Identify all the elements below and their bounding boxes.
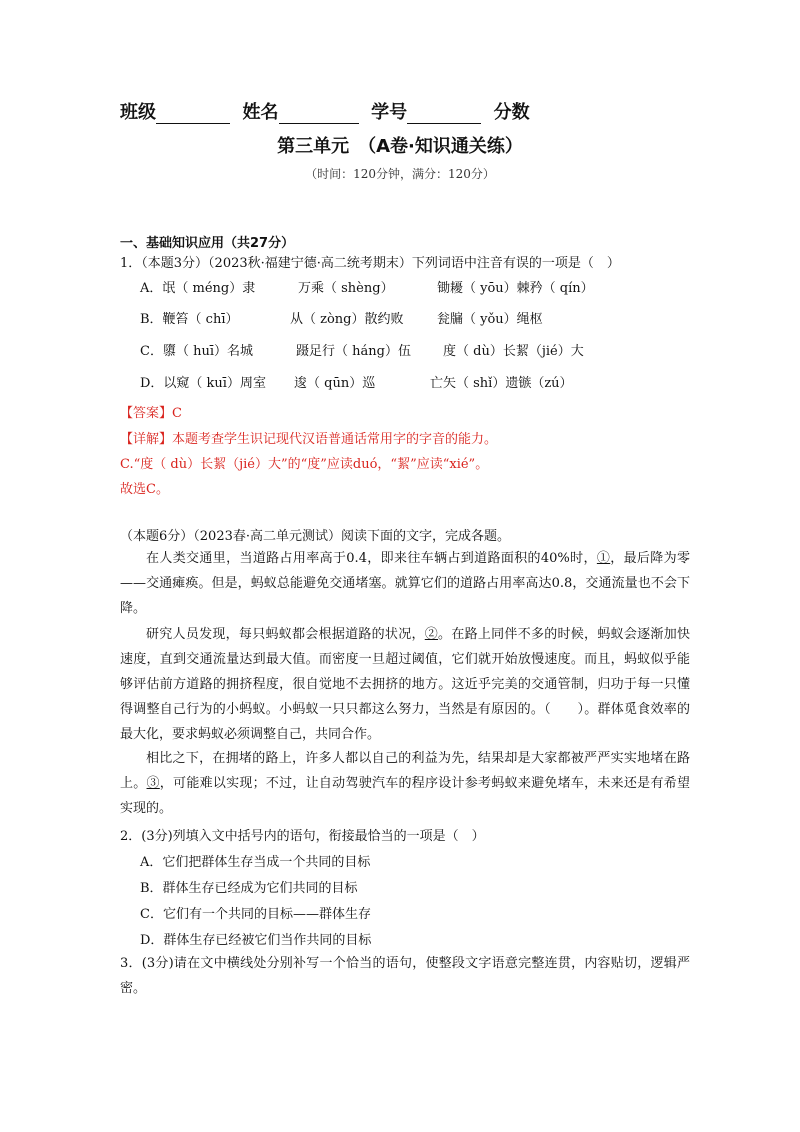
p3-text-a: 相比之下，在拥堵的路上，许多人都以自己的利益为先，结果却是大家都被严严实实地堵在路上。 — [120, 751, 690, 791]
q1-option-c1: C．隳（ huī）名城 — [140, 344, 253, 359]
id-blank[interactable] — [407, 105, 481, 124]
blank-3[interactable]: ③ — [146, 776, 160, 791]
blank-1[interactable]: ① — [596, 551, 611, 566]
name-blank[interactable] — [279, 105, 359, 124]
passage-paragraph-2 — [120, 622, 690, 747]
q1-option-b2: 从（ zòng）散约败 — [290, 312, 404, 327]
p3-text-b: ，可能难以实现；不过，让自动驾驶汽车的程序设计参考蚂蚁来避免堵车，未来还是有希望实现的。 — [120, 776, 690, 816]
q2-option-d: D．群体生存已经被它们当作共同的目标 — [140, 933, 372, 948]
passage-paragraph-3 — [120, 746, 690, 821]
q1-option-d2: 逡（ qūn）巡 — [294, 376, 376, 391]
passage-intro: （本题6分）（2023春·高二单元测试）阅读下面的文字，完成各题。 — [120, 529, 510, 544]
p1-text-a: 在人类交通里，当道路占用率高于0.4，即来往车辆占到道路面积的40%时， — [146, 551, 597, 566]
passage-paragraph-1 — [120, 546, 690, 621]
q1-option-a2: 万乘（ shèng） — [298, 281, 394, 296]
q1-option-a1: A．氓（ méng）隶 — [140, 281, 256, 296]
q2-stem: 2．(3分)列填入文中括号内的语句，衔接最恰当的一项是（ ） — [120, 829, 485, 844]
q1-option-c2: 蹑足行（ háng）伍 — [296, 344, 411, 359]
blank-2[interactable]: ② — [424, 627, 439, 642]
name-label: 姓名 — [242, 102, 279, 123]
q1-option-c3: 度（ dù）长絜（jié）大 — [443, 344, 584, 359]
p1-text-b: ，最后降为零——交通瘫痪。但是，蚂蚁总能避免交通堵塞。就算它们的道路占用率高达0.8，交通流量也不会下降。 — [120, 551, 690, 616]
q1-detail: 【详解】本题考查学生识记现代汉语普通话常用字的字音的能力。 — [120, 432, 498, 447]
q1-explain: C.“度（ dù）长絜（jié）大”的“度”应读duó，“絜”应读“xié”。 — [120, 457, 489, 472]
q1-option-b1: B．鞭笞（ chī） — [140, 312, 239, 327]
q1-answer: 【答案】C — [120, 406, 182, 421]
q1-option-b3: 瓮牖（ yǒu）绳枢 — [437, 312, 543, 327]
p2-text-a: 研究人员发现，每只蚂蚁都会根据道路的状况， — [146, 627, 425, 642]
header-fields — [120, 98, 530, 124]
q1-stem: 1．（本题3分）（2023秋·福建宁德·高二统考期末）下列词语中注音有误的一项是（ ） — [120, 256, 620, 271]
section-heading: 一、基础知识应用（共27分） — [120, 236, 295, 251]
class-blank[interactable] — [156, 105, 230, 124]
class-label: 班级 — [120, 102, 156, 123]
q2-option-a: A．它们把群体生存当成一个共同的目标 — [140, 855, 371, 870]
q1-option-a3: 锄耰（ yōu）棘矜（ qín） — [437, 281, 594, 296]
page-title: 第三单元 （A卷·知识通关练） — [277, 136, 523, 157]
p2-text-b: 。在路上同伴不多的时候，蚂蚁会逐渐加快速度，直到交通流量达到最大值。而密度一旦超过阈值，它们就开始放慢速度。而且，蚂蚁似乎能够评估前方道路的拥挤程度，很自觉地不去拥挤的地方。这近乎完美的交通管制，归功于每一只懂得调整自己行为的小蚂蚁。小蚂蚁一只只都这么努力，当然是有原因的。（ ）。群体觅食效率的最大化，要求蚂蚁必须调整自己，共同合作。 — [120, 627, 690, 742]
id-label: 学号 — [371, 102, 408, 123]
q1-conclusion: 故选C。 — [120, 482, 169, 497]
page-subtitle: （时间：120分钟，满分：120分） — [305, 167, 495, 181]
score-label: 分数 — [493, 102, 530, 123]
q3-stem: 3．(3分)请在文中横线处分别补写一个恰当的语句，使整段文字语意完整连贯，内容贴切，逻辑严密。 — [120, 956, 690, 996]
q1-option-d1: D．以窥（ kuī）周室 — [140, 376, 266, 391]
q1-option-d3: 亡矢（ shǐ）遗镞（zú） — [430, 376, 573, 391]
q2-option-b: B．群体生存已经成为它们共同的目标 — [140, 881, 358, 896]
q2-option-c: C．它们有一个共同的目标——群体生存 — [140, 907, 371, 922]
